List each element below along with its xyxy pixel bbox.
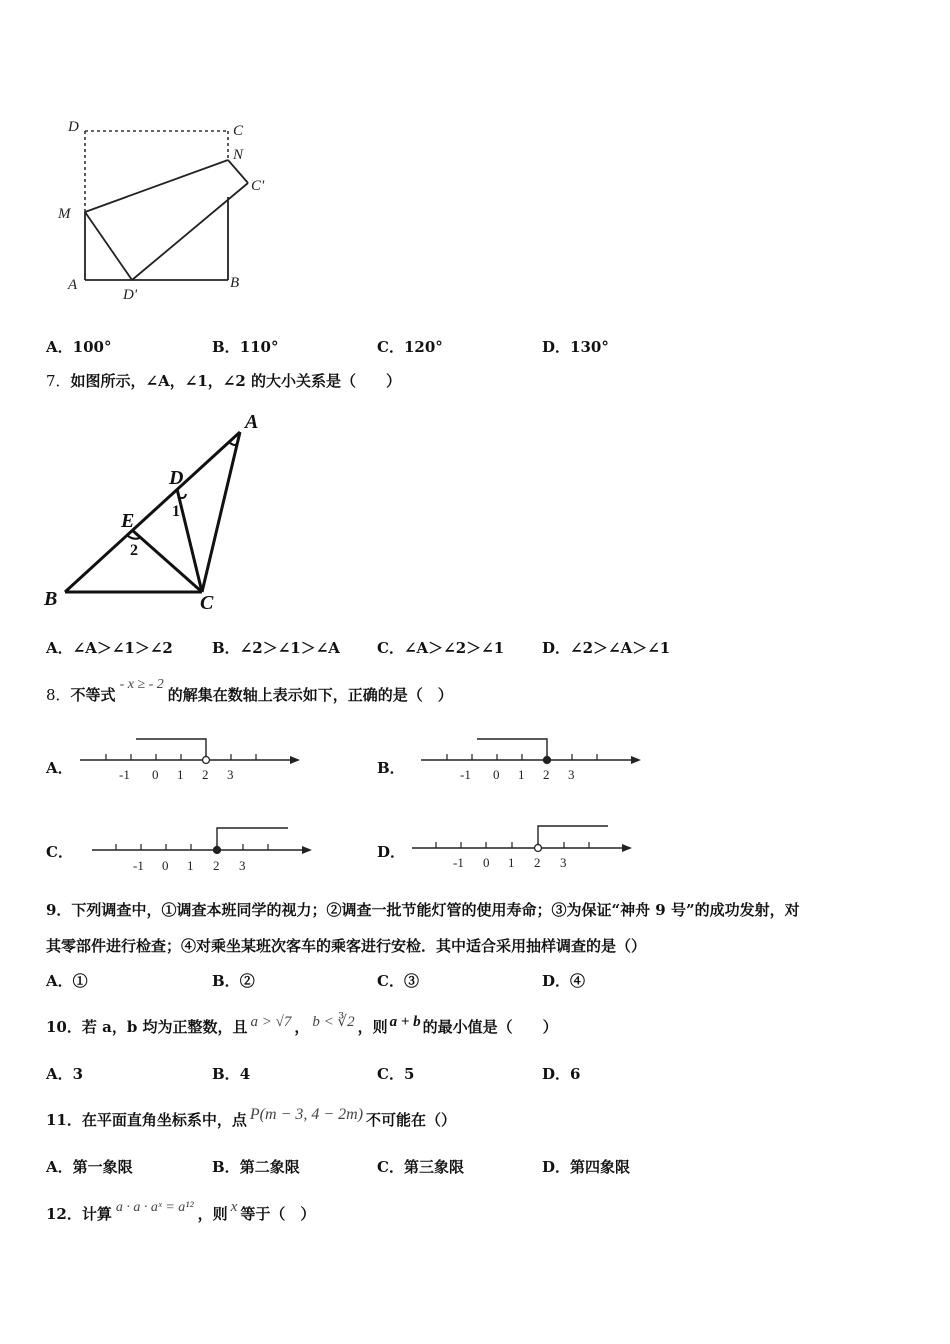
option-text: 100°	[72, 338, 112, 356]
label-E: E	[121, 510, 135, 532]
tick-label: 1	[518, 767, 525, 782]
q9-option-a[interactable]	[46, 970, 88, 991]
q9-option-c[interactable]	[377, 970, 419, 991]
question-number: 7．	[46, 372, 71, 390]
label-D: D	[169, 467, 184, 489]
q8-stem	[46, 677, 453, 705]
option-letter: C．	[377, 1158, 404, 1176]
option-text: 4	[239, 1065, 251, 1083]
option-text: 5	[403, 1065, 415, 1083]
stem-pre: 11．在平面直角坐标系中，点	[46, 1111, 247, 1129]
option-text: 120°	[403, 338, 443, 356]
option-text: ①	[72, 972, 88, 990]
option-letter: D．	[542, 338, 571, 356]
label-D-prime: D'	[123, 287, 138, 303]
option-letter: C．	[377, 639, 404, 657]
tick-label: 0	[162, 858, 169, 873]
q6-option-a[interactable]	[46, 336, 111, 357]
tick-label: 2	[543, 767, 550, 782]
tick-label: 1	[177, 767, 184, 782]
inequality-formula: - x ≥ - 2	[119, 677, 164, 692]
separator: ，	[294, 1018, 310, 1036]
option-letter: C．	[377, 1065, 404, 1083]
option-letter: B．	[212, 1065, 240, 1083]
q11-option-c[interactable]	[377, 1156, 464, 1177]
q9-option-d[interactable]	[542, 970, 585, 991]
label-A: A	[245, 411, 259, 433]
tick-label: 1	[508, 855, 515, 870]
variable-x: x	[230, 1199, 238, 1215]
tick-label: 1	[187, 858, 194, 873]
option-text: ②	[239, 972, 255, 990]
tick-label: 3	[227, 767, 234, 782]
option-text: ∠A＞∠2＞∠1	[403, 639, 505, 657]
tick-label: 2	[534, 855, 541, 870]
label-C-prime: C'	[251, 178, 265, 194]
label-D: D	[68, 119, 79, 135]
tick-label: 0	[483, 855, 490, 870]
question-text: 如图所示，∠A，∠1，∠2 的大小关系是（ ）	[70, 372, 401, 390]
tick-label: 3	[568, 767, 575, 782]
option-letter: B．	[212, 639, 240, 657]
option-letter: C．	[377, 338, 404, 356]
option-letter: C．	[377, 972, 404, 990]
option-text: ∠2＞∠1＞∠A	[239, 639, 340, 657]
tick-label: 0	[152, 767, 159, 782]
option-text: ∠2＞∠A＞∠1	[570, 639, 671, 657]
number-line-d[interactable]	[408, 815, 638, 875]
label-N: N	[233, 147, 244, 163]
q8-option-c-letter[interactable]: C．	[46, 843, 73, 861]
tick-label: 3	[239, 858, 246, 873]
triangle-figure	[40, 405, 280, 620]
q10-option-c[interactable]	[377, 1063, 414, 1084]
stem-pre: 10．若 a，b 均为正整数，且	[46, 1018, 248, 1036]
option-text: 6	[570, 1065, 581, 1083]
option-text: 130°	[570, 338, 609, 356]
label-B: B	[230, 275, 240, 291]
question-number: 8．	[46, 686, 71, 704]
option-text: ∠A＞∠1＞∠2	[72, 639, 173, 657]
option-letter: D．	[542, 1065, 571, 1083]
q11-option-d[interactable]	[542, 1156, 630, 1177]
tick-label: -1	[453, 855, 464, 870]
label-angle-1: 1	[172, 503, 180, 520]
q7-option-d[interactable]	[542, 637, 670, 658]
q6-option-d[interactable]	[542, 336, 609, 357]
q10-option-d[interactable]	[542, 1063, 580, 1084]
q12-stem	[46, 1199, 316, 1224]
option-letter: A．	[46, 639, 73, 657]
q8-option-b-letter[interactable]: B．	[377, 759, 405, 777]
q6-option-b[interactable]	[212, 336, 279, 357]
q11-stem	[46, 1106, 457, 1130]
q10-option-b[interactable]	[212, 1063, 250, 1084]
tick-label: -1	[119, 767, 130, 782]
stem-post: 的解集在数轴上表示如下，正确的是（ ）	[167, 686, 453, 704]
label-angle-2: 2	[130, 542, 138, 559]
tick-label: 0	[493, 767, 500, 782]
option-letter: B．	[212, 1158, 240, 1176]
label-C: C	[200, 592, 214, 614]
formula-b: b < ∛2	[312, 1014, 355, 1030]
stem-pre: 不等式	[70, 686, 116, 704]
formula-sum: a + b	[389, 1014, 421, 1030]
option-letter: A．	[46, 972, 73, 990]
stem-mid: ，则	[357, 1018, 388, 1036]
tick-label: 2	[213, 858, 220, 873]
option-letter: A．	[46, 1065, 73, 1083]
q11-option-b[interactable]	[212, 1156, 300, 1177]
option-text: 第一象限	[72, 1158, 133, 1176]
q7-option-b[interactable]	[212, 637, 340, 658]
option-text: 第四象限	[570, 1158, 631, 1176]
option-text: 第三象限	[403, 1158, 464, 1176]
option-letter: D．	[542, 639, 571, 657]
option-letter: B．	[212, 338, 240, 356]
label-M: M	[58, 206, 71, 222]
q9-option-b[interactable]	[212, 970, 255, 991]
option-text: 3	[72, 1065, 84, 1083]
q9-stem-line1: 9．下列调查中，①调查本班同学的视力；②调查一批节能灯管的使用寿命；③为保证“神舟 9 号”的成功发射，对	[46, 901, 800, 919]
stem-post: 的最小值是（ ）	[422, 1018, 558, 1036]
fold-rectangle-figure	[50, 115, 290, 305]
tick-label: -1	[460, 767, 471, 782]
tick-label: 2	[202, 767, 209, 782]
label-B: B	[44, 588, 58, 610]
label-C: C	[233, 123, 244, 139]
tick-label: 3	[560, 855, 567, 870]
q6-option-c[interactable]	[377, 336, 443, 357]
q7-stem	[46, 370, 401, 391]
option-letter: D．	[542, 1158, 571, 1176]
point-formula: P(m − 3, 4 − 2m)	[249, 1106, 364, 1123]
option-letter: A．	[46, 1158, 73, 1176]
q9-stem-line2: 其零部件进行检查；④对乘坐某班次客车的乘客进行安检．其中适合采用抽样调查的是（）	[46, 937, 647, 955]
q10-option-a[interactable]	[46, 1063, 83, 1084]
option-text: 110°	[239, 338, 279, 356]
option-text: 第二象限	[239, 1158, 300, 1176]
option-text: ④	[570, 972, 586, 990]
option-letter: D．	[542, 972, 571, 990]
q7-option-a[interactable]	[46, 637, 173, 658]
q8-option-a-letter[interactable]: A．	[46, 759, 73, 777]
label-A: A	[68, 277, 78, 293]
option-letter: A．	[46, 338, 73, 356]
q10-stem	[46, 1016, 558, 1037]
tick-label: -1	[133, 858, 144, 873]
q7-option-c[interactable]	[377, 637, 504, 658]
number-line-b[interactable]	[417, 730, 647, 785]
option-text: ③	[403, 972, 419, 990]
option-letter: B．	[212, 972, 240, 990]
stem-post: 不可能在（）	[366, 1111, 457, 1129]
number-line-c[interactable]	[88, 815, 318, 875]
stem-mid: ，则	[197, 1205, 228, 1223]
power-formula: a · a · aˣ = a¹²	[115, 1200, 194, 1215]
number-line-a[interactable]	[76, 730, 306, 785]
q8-option-d-letter[interactable]: D．	[377, 843, 406, 861]
stem-pre: 12．计算	[46, 1205, 112, 1223]
formula-a: a > √7	[250, 1014, 292, 1030]
q11-option-a[interactable]	[46, 1156, 133, 1177]
stem-post: 等于（ ）	[240, 1205, 316, 1223]
